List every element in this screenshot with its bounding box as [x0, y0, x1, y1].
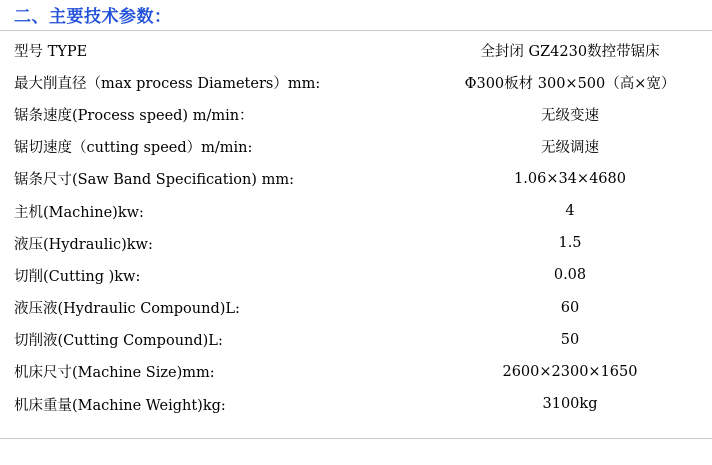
spec-value: 0.08	[553, 267, 587, 284]
table-row	[0, 131, 712, 163]
table-row	[0, 195, 712, 227]
spec-value: 60	[560, 299, 580, 316]
spec-label: 最大削直径（max process Diameters）mm:	[14, 75, 321, 92]
table-row	[0, 34, 712, 66]
table-row	[0, 227, 712, 259]
table-row	[0, 324, 712, 356]
spec-value: 1.06×34×4680	[514, 170, 626, 187]
spec-label: 机床尺寸(Machine Size)mm:	[14, 365, 215, 382]
specifications-table	[0, 34, 712, 420]
table-row	[0, 356, 712, 388]
spec-label: 型号 TYPE	[14, 43, 88, 60]
spec-label: 切削液(Cutting Compound)L:	[14, 333, 223, 350]
table-row	[0, 292, 712, 324]
table-row	[0, 66, 712, 98]
spec-label: 锯条速度(Process speed) m/min：	[14, 107, 254, 124]
table-row	[0, 259, 712, 291]
spec-value: 4	[565, 203, 575, 220]
spec-value: 3100kg	[542, 396, 598, 413]
title-divider	[0, 30, 712, 31]
specifications-table-body	[0, 34, 712, 420]
spec-label: 机床重量(Machine Weight)kg:	[14, 397, 226, 414]
table-row	[0, 163, 712, 195]
spec-label: 液压(Hydraulic)kw:	[14, 236, 153, 253]
spec-label: 切削(Cutting )kw:	[14, 268, 141, 285]
spec-value: 1.5	[558, 235, 582, 252]
spec-value: 2600×2300×1650	[502, 363, 638, 380]
spec-value: 全封闭 GZ4230数控带锯床	[480, 43, 660, 60]
spec-label: 锯切速度（cutting speed）m/min:	[14, 140, 253, 157]
bottom-divider	[0, 438, 712, 439]
table-row	[0, 388, 712, 420]
spec-label: 液压液(Hydraulic Compound)L:	[14, 301, 240, 318]
spec-value: 无级调速	[541, 140, 599, 157]
spec-label: 主机(Machine)kw:	[14, 204, 144, 221]
spec-value: 50	[560, 331, 580, 348]
spec-value: 无级变速	[541, 107, 599, 124]
table-row	[0, 98, 712, 130]
page-title: 二、主要技术参数：	[14, 7, 172, 27]
spec-value: Φ300板材 300×500（高×宽）	[464, 75, 676, 92]
spec-label: 锯条尺寸(Saw Band Specification) mm:	[14, 172, 294, 189]
